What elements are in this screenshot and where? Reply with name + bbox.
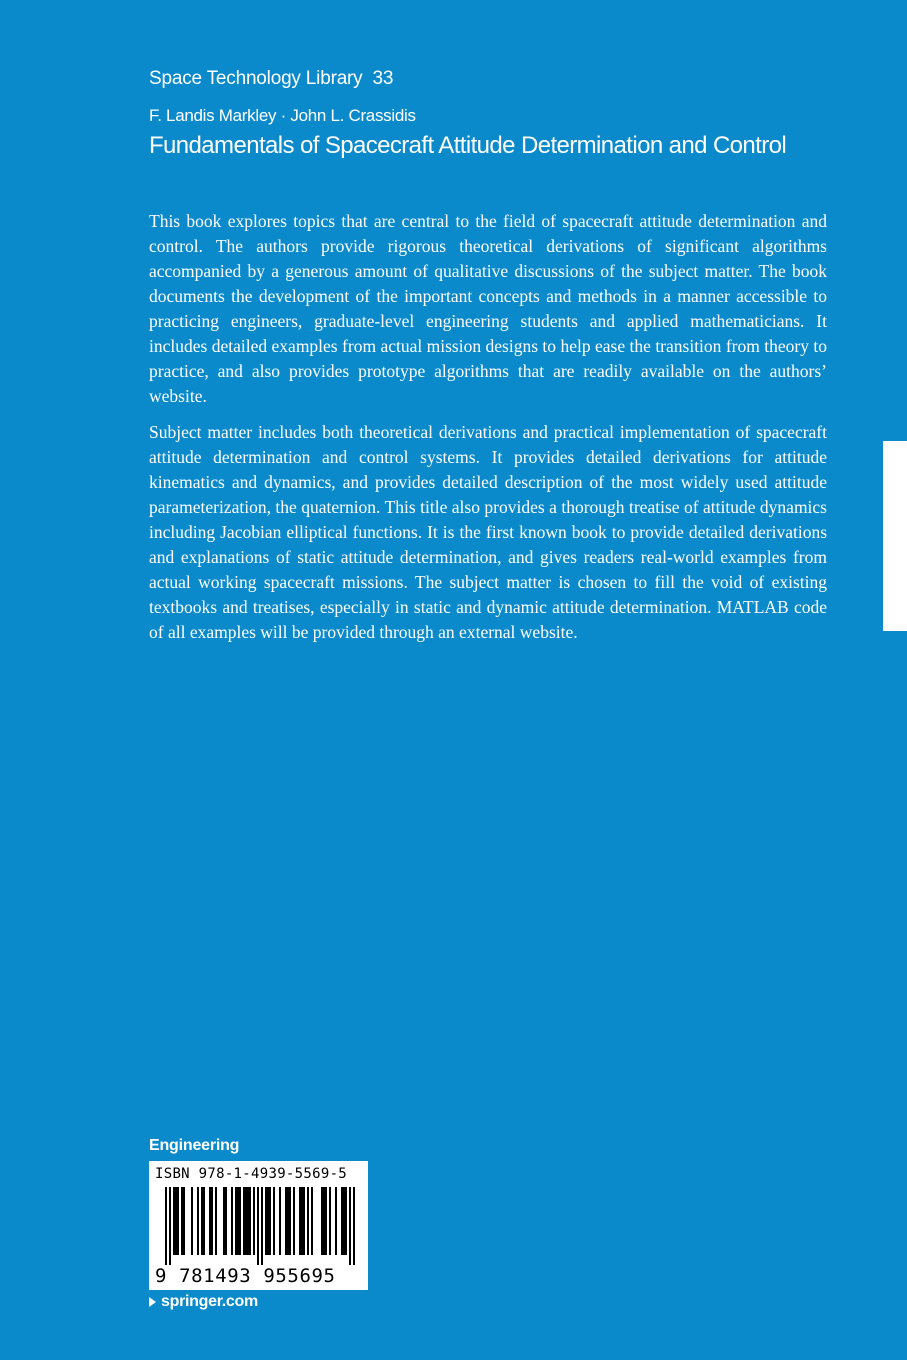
barcode-bar [307, 1187, 309, 1255]
series-line [149, 68, 393, 90]
series-name: Space Technology Library [149, 68, 363, 89]
blurb-paragraph-1: This book explores topics that are central to the field of spacecraft attitude determination and control. The authors provide rigorous theoretical derivations of significant algorithms accompanied by a generous amount of qualitative discussions of the subject matter. The book documents the development of the important concepts and methods in a manner accessible to practicing engineers, graduate-level engineering students and applied mathematicians. It includes detailed examples from actual mission designs to help ease the transition from theory to practice, and also provides prototype algorithms that are readily available on the authors’ website. [149, 211, 827, 406]
barcode-bar [329, 1187, 331, 1255]
barcode-bar [235, 1187, 237, 1255]
barcode-bar [285, 1187, 287, 1255]
barcode-bar [267, 1187, 269, 1255]
barcode-bar [301, 1187, 303, 1255]
barcode-bar [353, 1187, 355, 1265]
barcode-bar [269, 1187, 271, 1255]
barcode-bar [335, 1187, 337, 1255]
barcode-bar [215, 1187, 217, 1255]
barcode-bar [345, 1187, 347, 1255]
barcode-bar [257, 1187, 259, 1265]
blurb-paragraph-2: Subject matter includes both theoretical derivations and practical implementation of spacecraft attitude determination and control systems. It provides detailed derivations for attitude kinematics and dynamics, and provides detailed description of the most widely used attitude parameterization, the quaternion. This title also provides a thorough treatise of attitude dynamics including Jacobian elliptical functions. It is the first known book to provide detailed derivations and explanations of static attitude determination, and gives readers real-world examples from actual working spacecraft missions. The subject matter is chosen to fill the void of existing textbooks and treatises, especially in static and dynamic attitude determination. MATLAB code of all examples will be provided through an external website. [149, 422, 827, 642]
book-title: Fundamentals of Spacecraft Attitude Determination and Control [149, 132, 787, 159]
website-link[interactable] [149, 1293, 258, 1311]
barcode-bar [239, 1187, 241, 1255]
arrow-icon [149, 1297, 156, 1307]
authors: F. Landis Markley · John L. Crassidis [149, 106, 416, 125]
website-label: springer.com [161, 1293, 258, 1310]
barcode-bar [211, 1187, 213, 1255]
barcode-bar [321, 1187, 323, 1255]
barcode-bar [261, 1187, 263, 1265]
barcode-bar [209, 1187, 211, 1255]
barcode-bar [265, 1187, 267, 1255]
blurb [149, 209, 827, 656]
barcode-bar [311, 1187, 313, 1255]
isbn-label: ISBN 978-1-4939-5569-5 [155, 1166, 348, 1182]
barcode-bar [223, 1187, 225, 1255]
barcode-bar [175, 1187, 177, 1255]
barcode-bar [191, 1187, 193, 1255]
barcode-bar [173, 1187, 175, 1255]
barcode-box [149, 1161, 368, 1290]
barcode-bar [253, 1187, 255, 1255]
spine-tab [883, 441, 907, 631]
barcode-bar [243, 1187, 245, 1255]
barcode-bar [165, 1187, 167, 1265]
barcode-bar [293, 1187, 295, 1255]
barcode-bar [203, 1187, 205, 1255]
ean-digits: 9 781493 955695 [155, 1265, 336, 1287]
barcode-bar [237, 1187, 239, 1255]
series-number: 33 [372, 68, 394, 89]
barcode-bar [177, 1187, 179, 1255]
barcode-bar [343, 1187, 345, 1255]
barcode-bar [183, 1187, 185, 1255]
barcode-bar [169, 1187, 171, 1265]
barcode-bar [341, 1187, 343, 1255]
barcode-bar [287, 1187, 289, 1255]
barcode-bar [225, 1187, 227, 1255]
barcode-bar [289, 1187, 291, 1255]
barcode-bar [299, 1187, 301, 1255]
barcode-bar [245, 1187, 247, 1255]
barcode-bar [247, 1187, 249, 1255]
barcode-bar [303, 1187, 305, 1255]
barcode-bar [273, 1187, 275, 1255]
barcode-bar [197, 1187, 199, 1255]
barcode-bar [349, 1187, 351, 1265]
barcode-image [157, 1187, 361, 1265]
barcode-bar [201, 1187, 203, 1255]
barcode-bar [231, 1187, 233, 1255]
barcode-bar [279, 1187, 281, 1255]
barcode-bar [181, 1187, 183, 1255]
subject-category: Engineering [149, 1137, 240, 1154]
barcode-bar [325, 1187, 327, 1255]
barcode-bar [323, 1187, 325, 1255]
barcode-bar [249, 1187, 251, 1255]
